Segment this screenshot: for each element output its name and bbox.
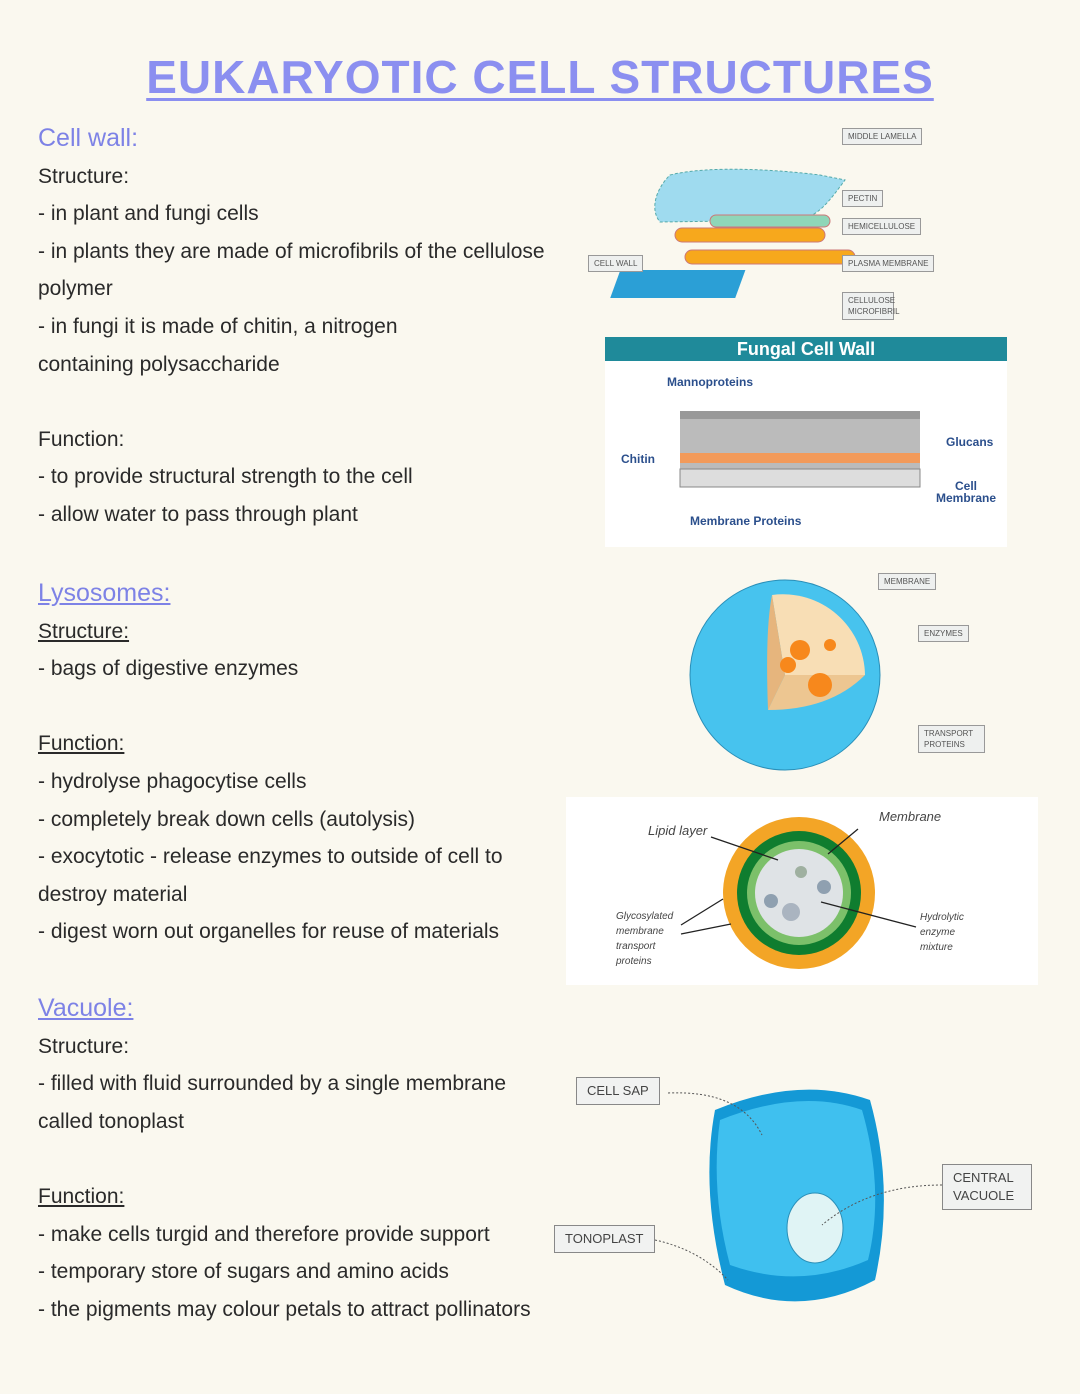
note-line: - digest worn out organelles for reuse of materials [38, 920, 500, 944]
label-plasma-membrane: PLASMA MEMBRANE [842, 255, 934, 272]
label-cell-membrane: Cell Membrane [935, 479, 997, 505]
label-middle-lamella: MIDDLE LAMELLA [842, 128, 922, 145]
label-chitin: Chitin [621, 452, 655, 466]
note-line: - in plants they are made of microfibrils of the cellulose polymer [38, 239, 545, 301]
label-cellulose-microfibril: CELLULOSE MICROFIBRIL [842, 292, 894, 320]
label-enzymes: ENZYMES [918, 625, 969, 642]
note-line: - exocytotic - release enzymes to outside of cell to destroy material [38, 845, 503, 906]
label-tonoplast: TONOPLAST [554, 1225, 655, 1253]
note-line: - hydrolyse phagocytise cells [38, 769, 307, 793]
heading-vacuole: Vacuole: [38, 994, 134, 1022]
note-line: - filled with fluid surrounded by a single membrane called tonoplast [38, 1072, 507, 1133]
label-cell-wall: CELL WALL [588, 255, 643, 272]
structure-label: Structure: [38, 1034, 130, 1058]
note-line: - to provide structural strength to the cell [38, 465, 413, 489]
label-hemicellulose: HEMICELLULOSE [842, 218, 921, 235]
fungal-cell-wall-diagram [605, 337, 1007, 547]
structure-label: Structure: [38, 164, 130, 188]
heading-lysosomes: Lysosomes: [38, 579, 171, 607]
note-line: - make cells turgid and therefore provide support [38, 1222, 490, 1246]
label-pectin: PECTIN [842, 190, 883, 207]
fungal-wall-title: Fungal Cell Wall [605, 337, 1007, 361]
note-line: - the pigments may colour petals to attract pollinators [38, 1297, 531, 1321]
note-line: - bags of digestive enzymes [38, 657, 299, 681]
label-glycosylated-proteins: Glycosylated membrane transport proteins [616, 911, 674, 967]
note-line: - allow water to pass through plant [38, 502, 358, 526]
section-lysosomes [38, 575, 558, 951]
section-cell-wall [38, 120, 558, 534]
structure-label: Structure: [38, 619, 130, 643]
label-membrane-2: Membrane [879, 809, 942, 824]
note-line: - in fungi it is made of chitin, a nitrogen containing polysaccharide [38, 314, 398, 376]
label-transport-proteins: TRANSPORT PROTEINS [918, 725, 985, 753]
label-glucans: Glucans [946, 435, 994, 449]
plant-cell-wall-diagram [580, 120, 960, 330]
function-label: Function: [38, 1184, 125, 1208]
title-text: EUKARYOTIC CELL STRUCTURES [146, 51, 934, 103]
label-membrane-proteins: Membrane Proteins [690, 514, 802, 528]
page-title [0, 50, 1080, 104]
note-line: - in plant and fungi cells [38, 202, 259, 226]
vacuole-diagram [550, 1060, 1040, 1330]
lysosome-structure-diagram [566, 797, 1038, 985]
lysosome-diagram [680, 570, 1000, 790]
label-lipid-layer: Lipid layer [648, 823, 708, 838]
lysosome-illustration [680, 570, 1000, 790]
heading-cell-wall: Cell wall: [38, 124, 139, 152]
label-central-vacuole: CENTRAL VACUOLE [942, 1164, 1032, 1210]
note-line: - temporary store of sugars and amino acids [38, 1260, 449, 1284]
note-line: - completely break down cells (autolysis) [38, 807, 415, 831]
label-cell-sap: CELL SAP [576, 1077, 660, 1105]
fungal-wall-illustration [605, 361, 1007, 547]
section-vacuole [38, 990, 558, 1328]
label-hydrolytic-enzyme: Hydrolytic enzyme mixture [920, 912, 964, 953]
label-membrane: MEMBRANE [878, 573, 936, 590]
function-label: Function: [38, 427, 125, 451]
label-mannoproteins: Mannoproteins [667, 375, 753, 389]
function-label: Function: [38, 732, 125, 756]
